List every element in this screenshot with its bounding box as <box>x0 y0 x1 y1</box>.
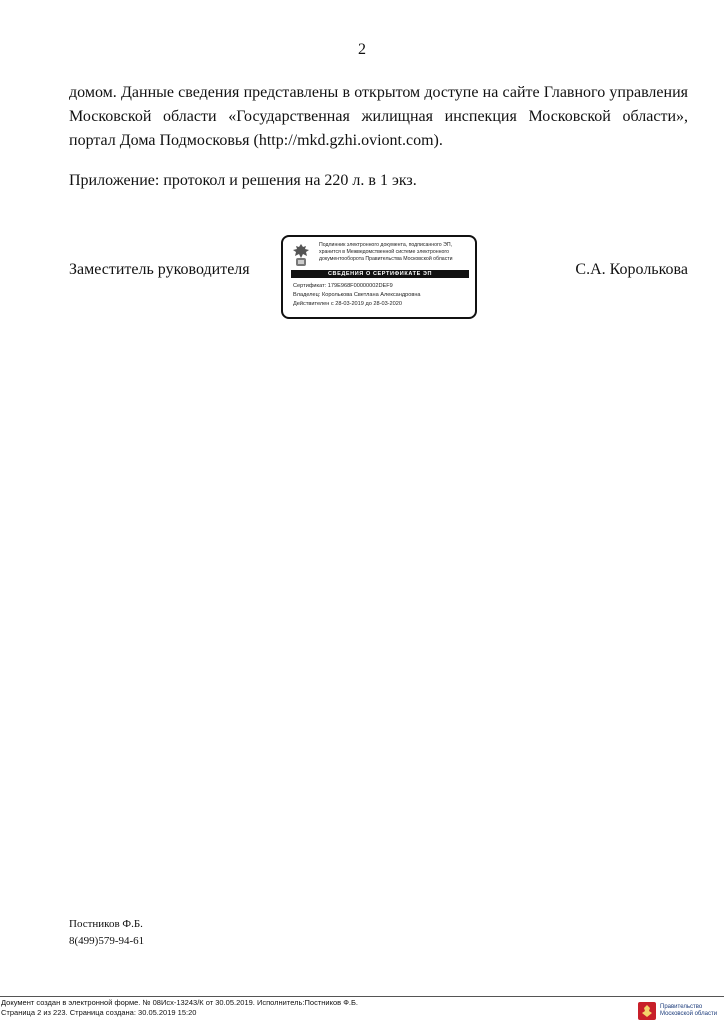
executor-phone: 8(499)579-94-61 <box>69 935 145 947</box>
attachment-line: Приложение: протокол и решения на 220 л. в 1 экз. <box>69 172 417 189</box>
executor-block <box>69 916 144 950</box>
coat-of-arms-icon <box>291 243 311 267</box>
footer-line-2: Страница 2 из 223. Страница создана: 30.05.2019 15:20 <box>1 1008 197 1017</box>
government-emblem-icon <box>637 1001 657 1021</box>
body-paragraph: домом. Данные сведения представлены в открытом доступе на сайте Главного управления Московской области «Государственная жилищная инспекция Московской области», портал Дома Подмосковья (http://mkd.gzhi.oviont.com). <box>69 84 688 149</box>
signer-name: С.А. Королькова <box>575 261 688 278</box>
logo-line-2: Московской области <box>660 1011 718 1017</box>
footer-line-1: Документ создан в электронной форме. № 08Исх-13243/К от 30.05.2019. Исполнитель:Постников Ф.Б. <box>1 998 358 1007</box>
stamp-owner: Владелец: Королькова Светлана Александровна <box>293 292 421 298</box>
footer-divider <box>0 996 724 997</box>
stamp-header-bar: СВЕДЕНИЯ О СЕРТИФИКАТЕ ЭП <box>291 270 469 278</box>
stamp-note: Подлинник электронного документа, подписанного ЭП, хранится в Межведомственной системе электронного документооборота Правительства Московской области <box>319 242 453 262</box>
signer-position: Заместитель руководителя <box>69 261 250 278</box>
footer-info <box>1 998 358 1018</box>
stamp-validity: Действителен с 28-03-2019 до 28-03-2020 <box>293 301 402 307</box>
page-number: 2 <box>358 41 366 58</box>
footer-logo-text <box>660 1004 717 1018</box>
electronic-signature-stamp <box>281 235 477 319</box>
logo-line-1: Правительство <box>660 1004 703 1010</box>
stamp-certificate: Сертификат: 179E968F00000002DEF9 <box>293 283 393 289</box>
executor-name: Постников Ф.Б. <box>69 918 143 930</box>
